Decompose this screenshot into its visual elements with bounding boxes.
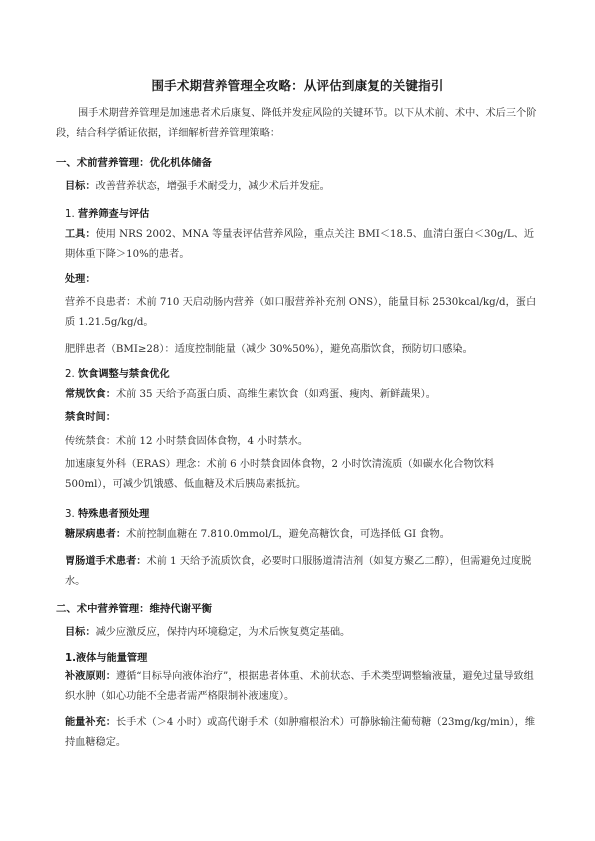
document-title: 围手术期营养管理全攻略：从评估到康复的关键指引 [151,78,444,93]
section2-goal [56,623,543,643]
section2-goal-text: 减少应激反应，保持内环境稳定，为术后恢复奠定基础。 [95,627,351,638]
tools-label: 工具： [65,229,96,240]
section1-sub2-heading [65,365,170,380]
diabetes-paragraph [56,525,543,545]
section1-goal [56,177,543,197]
obese-paragraph: 肥胖患者（BMI≥28）：适度控制能量（减少 30%50%），避免高脂饮食，预防切口感染。 [65,344,473,355]
section1-sub2-title: 饮食调整与禁食优化 [77,369,170,380]
section1-sub3-title: 特殊患者预处理 [77,509,150,520]
section1-sub1-title: 营养筛查与评估 [77,209,150,220]
treatment-label: 处理： [65,274,96,285]
section1-goal-text: 改善营养状态，增强手术耐受力，减少术后并发症。 [95,181,330,192]
section2-heading: 二、术中营养管理：维持代谢平衡 [56,603,212,615]
traditional-fasting-paragraph: 传统禁食：术前 12 小时禁食固体食物，4 小时禁水。 [65,436,309,447]
diabetes-text: 术前控制血糖在 7.810.0mmol/L，避免高糖饮食，可选择低 GI 食物。 [126,529,450,540]
intro-paragraph: 围手术期营养管理是加速患者术后康复、降低并发症风险的关键环节。以下从术前、术中、术后三个阶段，结合科学循证依据，详细解析营养管理策略： [56,108,537,139]
gi-surgery-text: 术前 1 天给予流质饮食，必要时口服肠道清洁剂（如复方聚乙二醇），但需避免过度脱水。 [65,556,532,587]
section2-sub1-title: 1.液体与能量管理 [65,653,148,664]
tools-paragraph [56,225,543,265]
section1-heading: 一、术前营养管理：优化机体储备 [56,157,212,169]
section1-sub1-number: 1. [65,209,78,220]
section1-sub1-heading [65,205,149,220]
regular-diet-text: 术前 35 天给予高蛋白质、高维生素饮食（如鸡蛋、瘦肉、新鲜蔬果）。 [115,389,436,400]
energy-paragraph [56,713,543,753]
fasting-label: 禁食时间： [65,412,116,423]
gi-surgery-paragraph [56,552,543,592]
fasting-label-line [56,408,543,428]
energy-text: 长手术（＞4 小时）或高代谢手术（如肿瘤根治术）可静脉输注葡萄糖（23mg/kg/min），维持血糖稳定。 [65,717,536,748]
tools-text: 使用 NRS 2002、MNA 等量表评估营养风险，重点关注 BMI＜18.5、血清白蛋白＜30g/L、近期体重下降＞10%的患者。 [65,229,535,260]
section1-goal-label: 目标： [65,181,96,192]
section2-sub1-heading [65,649,147,664]
malnourished-paragraph: 营养不良患者：术前 710 天启动肠内营养（如口服营养补充剂 ONS），能量目标 2530kcal/kg/d，蛋白质 1.21.5g/kg/d。 [65,297,537,328]
section2-goal-label: 目标： [65,627,96,638]
regular-diet-paragraph [56,385,543,405]
fluid-text: 遵循“目标导向液体治疗”，根据患者体重、术前状态、手术类型调整输液量，避免过量导致组织水肿（如心功能不全患者需严格限制补液速度）。 [65,671,534,702]
diabetes-label: 糖尿病患者： [65,529,127,540]
eras-paragraph: 加速康复外科（ERAS）理念：术前 6 小时禁食固体食物，2 小时饮清流质（如碳水化合物饮料 500ml），可减少饥饿感、低血糖及术后胰岛素抵抗。 [65,459,495,490]
treatment-label-line [56,270,543,290]
regular-diet-label: 常规饮食： [65,389,116,400]
section1-sub3-number: 3. [65,509,78,520]
section1-sub3-heading [65,505,149,520]
fluid-label: 补液原则： [65,671,116,682]
section1-sub2-number: 2. [65,369,78,380]
gi-surgery-label: 胃肠道手术患者： [65,556,147,567]
fluid-paragraph [56,667,543,707]
energy-label: 能量补充： [65,717,116,728]
